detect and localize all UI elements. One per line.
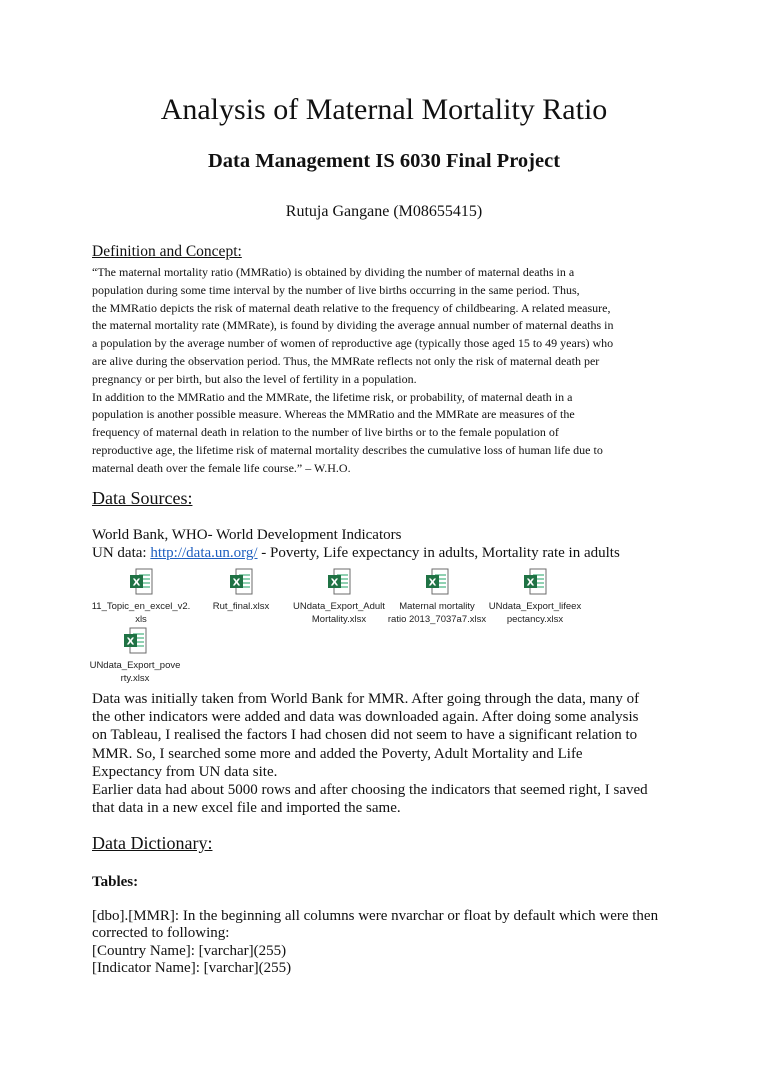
dictionary-line: [Country Name]: [varchar](255) — [92, 942, 287, 959]
definition-line: pregnancy or per birth, but also the level of fertility in a population. — [92, 371, 417, 386]
attachment-file[interactable] — [80, 627, 190, 685]
attachment-file[interactable] — [186, 568, 296, 613]
data-dictionary-text — [92, 908, 682, 977]
svg-text:X: X — [428, 577, 437, 589]
definition-line: population is another possible measure. Whereas the MMRatio and the MMRate are measures of the — [92, 407, 575, 422]
attachment-label: Maternal mortality ratio 2013_7037a7.xlsx — [387, 601, 487, 625]
attachment-file[interactable] — [86, 568, 196, 626]
paragraph-line: Expectancy from UN data site. — [92, 763, 278, 780]
excel-file-icon — [129, 568, 153, 596]
definition-text — [92, 264, 682, 478]
paragraph-line: Data was initially taken from World Bank for MMR. After going through the data, many of — [92, 691, 640, 707]
svg-text:X: X — [232, 577, 241, 589]
dictionary-line: [dbo].[MMR]: In the beginning all columns were nvarchar or float by default which were then — [92, 908, 659, 924]
attachment-label: UNdata_Export_pove rty.xlsx — [89, 660, 181, 684]
attachment-file[interactable] — [480, 568, 590, 626]
dictionary-line: [Indicator Name]: [varchar](255) — [92, 959, 292, 976]
un-data-link[interactable]: http://data.un.org/ — [150, 545, 258, 561]
paragraph-line: that data in a new excel file and imported the same. — [92, 800, 401, 817]
definition-line: a population by the average number of women of reproductive age (typically those aged 15 to 49 years) who — [92, 336, 614, 351]
sources-suffix: - Poverty, Life expectancy in adults, Mortality rate in adults — [257, 545, 620, 561]
paragraph-line: MMR. So, I searched some more and added the Poverty, Adult Mortality and Life — [92, 745, 583, 762]
paragraph-line: Earlier data had about 5000 rows and after choosing the indicators that seemed right, I saved — [92, 782, 648, 799]
sources-line-2 — [92, 544, 682, 562]
data-sources-text — [92, 526, 682, 562]
tables-heading: Tables: — [92, 874, 139, 890]
definition-line: reproductive age, the lifetime risk of maternal mortality describes the cumulative loss of human life due to — [92, 442, 603, 457]
attachment-label: UNdata_Export_Adult Mortality.xlsx — [293, 601, 385, 625]
definition-line: “The maternal mortality ratio (MMRatio) is obtained by dividing the number of maternal deaths in a — [92, 265, 575, 279]
definition-line: maternal death over the female life course.” – W.H.O. — [92, 460, 351, 475]
definition-heading: Definition and Concept: — [92, 243, 242, 260]
attachment-label: 11_Topic_en_excel_v2. xls — [91, 601, 191, 625]
dictionary-line: corrected to following: — [92, 925, 230, 942]
document-title: Analysis of Maternal Mortality Ratio — [160, 93, 608, 126]
svg-text:X: X — [132, 577, 141, 589]
definition-line: population during some time interval by the number of live births occurring in the same period. Thus, — [92, 282, 580, 297]
excel-file-icon — [523, 568, 547, 596]
data-dictionary-heading: Data Dictionary: — [92, 833, 213, 853]
svg-text:X: X — [526, 577, 535, 589]
attachment-label: Rut_final.xlsx — [212, 601, 270, 612]
data-description-paragraph — [92, 690, 682, 817]
definition-line: the maternal mortality rate (MMRate), is found by dividing the average annual number of maternal deaths in — [92, 318, 614, 333]
paragraph-line: the other indicators were added and data was downloaded again. After doing some analysis — [92, 709, 639, 726]
definition-line: In addition to the MMRatio and the MMRate, the lifetime risk, or probability, of maternal death in a — [92, 389, 573, 404]
svg-text:X: X — [330, 577, 339, 589]
svg-text:X: X — [126, 636, 135, 648]
definition-line: frequency of maternal death in relation to the number of live births or to the female population of — [92, 425, 559, 440]
paragraph-line: on Tableau, I realised the factors I had chosen did not seem to have a significant relation to — [92, 727, 638, 744]
sources-prefix: UN data: — [92, 545, 151, 561]
excel-file-icon — [425, 568, 449, 596]
definition-line: are alive during the observation period. Thus, the MMRate reflects not only the risk of maternal death per — [92, 353, 600, 368]
attachment-file[interactable] — [382, 568, 492, 626]
excel-file-icon — [327, 568, 351, 596]
data-sources-heading: Data Sources: — [92, 488, 193, 508]
definition-line: the MMRatio depicts the risk of maternal death relative to the frequency of childbearing. A related measure, — [92, 300, 611, 315]
sources-line-1: World Bank, WHO- World Development Indicators — [92, 527, 402, 543]
excel-file-icon — [123, 627, 147, 655]
attachment-file[interactable] — [284, 568, 394, 626]
document-subtitle: Data Management IS 6030 Final Project — [207, 150, 561, 172]
attachment-label: UNdata_Export_lifeex pectancy.xlsx — [488, 601, 582, 625]
excel-file-icon — [229, 568, 253, 596]
author-line: Rutuja Gangane (M08655415) — [285, 203, 483, 220]
